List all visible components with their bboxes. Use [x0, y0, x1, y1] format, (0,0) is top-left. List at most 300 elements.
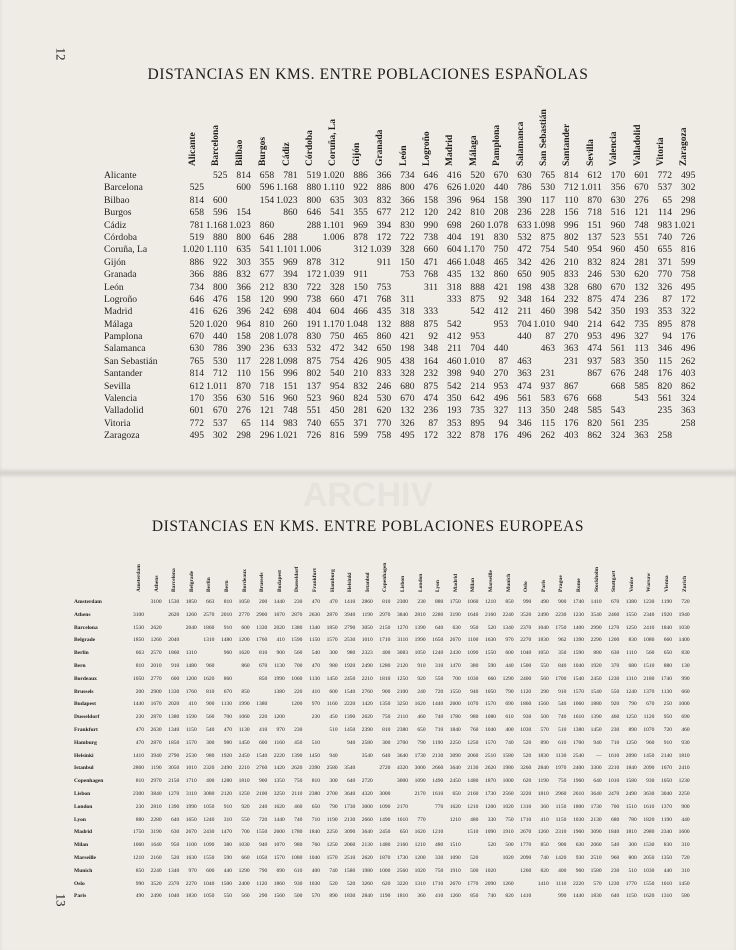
table-row	[74, 660, 714, 673]
table-cell: 600	[258, 739, 268, 746]
table-cell: 983	[283, 417, 298, 429]
table-cell: 1400	[678, 637, 690, 644]
table-row	[74, 839, 714, 852]
table-cell: 1090	[449, 854, 461, 861]
table-cell: 3520	[150, 880, 162, 887]
table-cell: 1670	[150, 701, 162, 708]
table-cell: 232	[564, 293, 579, 305]
table-cell: 1.078	[276, 331, 298, 343]
table-cell: 738	[423, 231, 438, 243]
table-cell: 2560	[502, 790, 514, 797]
table-cell: 1530	[643, 842, 655, 849]
table-cell: 670	[610, 599, 620, 605]
table-cell: 940	[470, 368, 485, 380]
table-cell: 620	[382, 880, 391, 887]
table-cell: 550	[610, 688, 620, 695]
column-header: Zurich	[681, 575, 688, 592]
table-cell: 117	[236, 355, 251, 367]
table-cell: 1190	[326, 816, 338, 823]
table-cell: 130	[681, 662, 690, 669]
row-label: Copenhagen	[74, 778, 104, 785]
table-cell: 1450	[678, 880, 690, 887]
table-cell: 753	[376, 281, 392, 293]
table-cell: 236	[634, 293, 649, 305]
table-cell: 2490	[361, 662, 373, 669]
table-cell: 470	[311, 662, 320, 669]
table-cell: 350	[634, 355, 649, 367]
table-cell: 87	[498, 355, 509, 367]
table-cell: 768	[376, 293, 392, 305]
table-cell: 2840	[537, 765, 549, 772]
table-cell: 772	[189, 417, 204, 429]
table-cell: 353	[447, 417, 462, 429]
table-cell: 1830	[590, 893, 602, 900]
table-cell: 3090	[449, 752, 461, 759]
table-cell: 1580	[502, 752, 514, 759]
column-header: Stockholm	[593, 566, 600, 592]
table-cell: 890	[540, 739, 549, 746]
row-label: Paris	[74, 893, 87, 900]
table-cell: 1920	[590, 662, 602, 669]
table-cell: 230	[135, 803, 144, 810]
table-cell: 3540	[361, 752, 373, 759]
table-row	[74, 814, 714, 827]
table-cell: 570	[540, 726, 549, 733]
row-label: Burgos	[104, 207, 132, 219]
table-cell: 726	[681, 231, 696, 243]
table-cell: 820	[540, 867, 549, 874]
table-cell: 2400	[238, 880, 250, 887]
table-cell: 4320	[361, 790, 373, 797]
table-cell: 640	[434, 624, 444, 631]
table-cell: 416	[447, 170, 462, 181]
table-cell: 1250	[467, 739, 479, 746]
table-cell: 600	[329, 688, 338, 695]
table-cell: 440	[213, 331, 228, 343]
column-header: Coruña, La	[328, 119, 339, 166]
table-cell: 781	[283, 170, 298, 181]
table-cell: 895	[470, 417, 485, 429]
table-cell: 2900	[256, 611, 268, 618]
table-cell: 1260	[150, 637, 162, 644]
table-cell: 1560	[273, 893, 285, 900]
table-cell: 610	[558, 739, 567, 746]
table-cell: 1570	[326, 854, 338, 861]
table-cell: 596	[259, 182, 275, 194]
table-cell: 1820	[643, 816, 655, 823]
row-label: Málaga	[104, 318, 133, 330]
table-cell: 810	[206, 688, 215, 695]
table-cell: 1760	[185, 688, 197, 695]
table-cell: 3250	[397, 701, 408, 708]
table-cell: 1650	[432, 637, 444, 644]
column-header: Burgos	[258, 136, 269, 166]
table-cell: 1.023	[276, 194, 298, 206]
table-cell: 87	[428, 417, 438, 429]
row-label: Dusseldorf	[74, 714, 100, 721]
table-cell: 132	[376, 318, 392, 330]
table-cell: 1230	[608, 675, 620, 682]
table-row	[74, 596, 714, 609]
table-row	[104, 182, 704, 194]
table-cell: 540	[564, 244, 579, 256]
table-cell: 230	[417, 599, 426, 605]
table-cell: 610	[294, 867, 303, 874]
table-cell: 1130	[661, 688, 672, 695]
table-cell: 830	[493, 231, 509, 243]
table-row	[74, 788, 714, 801]
table-cell: 824	[610, 256, 626, 268]
table-cell: 1190	[362, 611, 373, 618]
table-cell: 800	[306, 194, 321, 206]
table-cell: 2990	[590, 624, 602, 631]
column-header: Logroño	[422, 131, 432, 166]
table-cell: 758	[681, 269, 696, 281]
table-cell: 650	[517, 269, 532, 281]
row-label: Valencia	[104, 393, 138, 405]
table-cell: 600	[241, 624, 250, 631]
row-label: Madrid	[104, 306, 133, 318]
table-cell: 940	[346, 739, 356, 746]
table-cell: 1.101	[276, 244, 298, 256]
table-cell: 604	[447, 244, 462, 256]
table-cell: 3190	[449, 611, 461, 618]
table-cell: 235	[657, 405, 672, 417]
table-cell: 832	[236, 269, 251, 281]
table-cell: 490	[540, 599, 549, 605]
table-cell: 814	[189, 194, 204, 206]
table-cell: 690	[276, 867, 285, 874]
table-cell: 1260	[449, 893, 461, 900]
table-cell: 1640	[467, 611, 479, 618]
table-cell: 1200	[414, 854, 426, 861]
table-cell: 630	[610, 194, 626, 206]
table-cell: 421	[493, 281, 509, 293]
table-cell: 980	[294, 842, 303, 849]
table-cell: 1120	[643, 714, 655, 721]
table-cell: 371	[657, 256, 672, 268]
table-cell: 561	[657, 393, 672, 405]
table-cell: 2450	[344, 675, 356, 682]
table-cell: 599	[353, 430, 368, 442]
table-cell: 2010	[150, 662, 162, 669]
table-cell: 726	[306, 430, 321, 442]
row-label: Valladolid	[104, 405, 144, 417]
table-cell: 561	[610, 343, 626, 355]
table-cell: 996	[283, 368, 298, 380]
table-cell: 65	[662, 194, 672, 206]
table-cell: 115	[657, 355, 672, 367]
table-cell: 117	[540, 194, 555, 206]
table-row	[104, 282, 704, 294]
table-cell: 326	[657, 281, 672, 293]
table-cell: 1710	[185, 778, 197, 785]
table-cell: 1200	[185, 675, 197, 682]
column-header: Budapest	[276, 569, 283, 592]
table-cell: 650	[399, 829, 408, 836]
table-cell: 298	[681, 194, 696, 206]
table-cell: 630	[189, 343, 204, 355]
table-cell: 920	[417, 675, 426, 682]
table-cell: 1960	[573, 829, 584, 836]
table-cell: 900	[206, 701, 215, 708]
table-cell: 860	[259, 219, 275, 231]
table-cell: 2870	[150, 714, 162, 721]
row-label: Vitoria	[104, 417, 131, 429]
table-cell: 601	[189, 405, 204, 417]
table-cell: 772	[657, 170, 672, 181]
table-cell: 886	[213, 269, 228, 281]
table-cell: 363	[517, 368, 532, 380]
table-cell: 1310	[625, 675, 637, 682]
table-cell: 232	[423, 368, 438, 380]
table-cell: 440	[681, 816, 690, 823]
table-cell: 1410	[133, 752, 144, 759]
table-cell: 1030	[238, 842, 250, 849]
table-cell: 520	[170, 854, 180, 861]
table-cell: 690	[505, 701, 514, 708]
table-cell: 1240	[203, 816, 215, 823]
table-cell: 1230	[608, 880, 620, 887]
table-cell: 426	[540, 256, 555, 268]
table-cell: 1190	[379, 893, 391, 900]
table-cell: 350	[610, 306, 626, 318]
table-cell: 480	[434, 842, 444, 849]
table-cell: 328	[400, 244, 415, 256]
table-cell: 610	[505, 714, 514, 721]
column-header: Zaragoza	[679, 127, 690, 166]
table-cell: 2810	[150, 803, 162, 810]
table-cell: 296	[259, 430, 275, 442]
table-cell: 1120	[256, 880, 268, 887]
table-cell: 230	[294, 599, 303, 605]
table-cell: 1470	[449, 662, 461, 669]
table-cell: 1280	[221, 778, 232, 785]
table-cell: 658	[259, 170, 275, 181]
table-cell: 585	[634, 380, 649, 392]
table-cell: 214	[470, 380, 485, 392]
table-cell: 1160	[274, 739, 285, 746]
table-cell: 1540	[590, 688, 602, 695]
table-cell: 537	[213, 417, 228, 429]
table-cell: 962	[558, 637, 567, 644]
table-row	[74, 801, 714, 814]
table-row	[74, 852, 714, 865]
table-cell: 1570	[185, 739, 197, 746]
table-cell: 676	[610, 368, 626, 380]
table-cell: 2120	[397, 662, 408, 669]
table-cell: 1990	[273, 675, 285, 682]
table-cell: 1810	[238, 778, 250, 785]
table-cell: 740	[540, 854, 549, 861]
table-cell: 700	[241, 829, 250, 836]
table-cell: 470	[135, 726, 144, 733]
row-label: Zaragoza	[104, 430, 140, 442]
table-cell: 520	[487, 624, 496, 631]
bottom-page	[0, 474, 736, 950]
table-cell: 2060	[590, 842, 602, 849]
table-cell: 880	[593, 650, 602, 657]
table-cell: 1.020	[205, 318, 228, 330]
table-cell: 1250	[625, 714, 637, 721]
table-cell: 1480	[185, 662, 197, 669]
table-cell: 1.048	[463, 256, 485, 268]
row-label: Barcelona	[104, 182, 143, 194]
table-cell: 1250	[238, 790, 250, 797]
table-cell: 3260	[361, 880, 373, 887]
table-cell: 820	[587, 417, 602, 429]
table-cell: 816	[330, 430, 345, 442]
table-cell: 640	[382, 752, 391, 759]
column-header: Córdoba	[305, 130, 315, 166]
table-cell: 880	[663, 662, 672, 669]
table-cell: 867	[564, 380, 579, 392]
table-cell: 990	[135, 880, 144, 887]
table-cell: 758	[376, 430, 392, 442]
table-cell: 790	[417, 739, 426, 746]
table-cell: 770	[657, 269, 672, 281]
column-header: San Sebastián	[539, 109, 549, 166]
table-cell: 880	[213, 231, 228, 243]
table-cell: 176	[564, 417, 579, 429]
table-cell: 2660	[361, 816, 373, 823]
table-cell: 156	[259, 368, 275, 380]
table-cell: 920	[610, 701, 620, 708]
table-cell: 626	[213, 306, 228, 318]
table-cell: 824	[353, 393, 368, 405]
table-cell: 400	[505, 726, 514, 733]
table-cell: 410	[434, 893, 444, 900]
table-cell: 1490	[379, 816, 391, 823]
table-cell: 1240	[432, 650, 444, 657]
table-cell: 2020	[168, 701, 180, 708]
table-cell: 1200	[485, 803, 496, 810]
table-row	[74, 634, 714, 647]
table-cell: 1130	[274, 662, 285, 669]
table-cell: 753	[400, 269, 415, 281]
table-cell: 850	[241, 688, 250, 695]
table-cell: 476	[213, 293, 228, 305]
column-header: Bordeaux	[241, 569, 248, 592]
table-cell: 1770	[467, 880, 479, 887]
table-cell: 1390	[344, 714, 356, 721]
table-row	[74, 737, 714, 750]
table-cell: 1550	[203, 854, 215, 861]
table-cell: 231	[540, 368, 555, 380]
table-cell: 3840	[397, 611, 408, 618]
table-cell: 2270	[185, 880, 197, 887]
table-cell: 172	[681, 293, 696, 305]
table-cell: 2530	[344, 637, 356, 644]
table-cell: 833	[564, 269, 579, 281]
table-cell: 1340	[309, 624, 320, 631]
table-cell: 2900	[150, 688, 162, 695]
column-header: Cádiz	[281, 142, 292, 166]
table-cell: 87	[662, 293, 672, 305]
table-cell: 1800	[573, 803, 584, 810]
table-cell: 750	[382, 714, 391, 721]
table-cell: 814	[564, 170, 579, 181]
table-cell: 519	[189, 231, 204, 243]
table-cell: 2250	[326, 829, 338, 836]
table-cell: 840	[558, 662, 567, 669]
row-label: Marseille	[74, 854, 96, 861]
table-cell: 92	[428, 331, 438, 343]
table-cell: 600	[505, 650, 514, 657]
table-cell: 570	[311, 893, 320, 900]
table-cell: 3520	[520, 611, 532, 618]
table-cell: 1020	[502, 803, 514, 810]
table-cell: 154	[259, 194, 275, 206]
table-cell: 690	[681, 714, 690, 721]
table-cell: 960	[206, 662, 215, 669]
table-cell: 1860	[203, 624, 215, 631]
table-cell: 1510	[625, 803, 637, 810]
table-cell: 740	[558, 714, 567, 721]
table-cell: 300	[628, 842, 637, 849]
table-cell: 262	[681, 355, 696, 367]
table-cell: 1500	[221, 880, 232, 887]
table-cell: 542	[447, 380, 462, 392]
table-cell: 1570	[326, 637, 338, 644]
table-cell: 786	[517, 182, 532, 194]
table-cell: 700	[223, 714, 232, 721]
table-cell: 330	[434, 854, 444, 861]
table-cell: 1810	[537, 790, 549, 797]
table-cell: 1630	[485, 637, 496, 644]
table-cell: 790	[505, 688, 514, 695]
row-label: Helsinki	[74, 752, 94, 759]
table-cell: 520	[346, 880, 356, 887]
table-cell: 816	[681, 244, 696, 256]
table-cell: 1410	[590, 599, 602, 605]
table-cell: 1090	[467, 650, 479, 657]
table-cell: 2630	[150, 726, 162, 733]
table-cell: 230	[311, 714, 320, 721]
table-cell: 990	[681, 675, 690, 682]
table-cell: 151	[283, 380, 298, 392]
table-cell: 878	[470, 430, 485, 442]
table-cell: 630	[170, 829, 180, 836]
table-cell: 810	[382, 599, 391, 605]
column-header: Barcelona	[211, 125, 222, 166]
table-cell: 1610	[643, 803, 655, 810]
table-cell: 300	[329, 778, 338, 785]
table-cell: 440	[663, 867, 672, 874]
table-cell: 910	[223, 624, 232, 631]
table-cell: 1030	[573, 816, 584, 823]
table-cell: 495	[400, 430, 415, 442]
table-cell: 198	[517, 281, 532, 293]
table-cell: 750	[505, 816, 514, 823]
table-cell: 800	[628, 854, 637, 861]
table-cell: 2620	[291, 765, 303, 772]
table-cell: 599	[681, 256, 696, 268]
table-cell: 356	[213, 393, 228, 405]
table-cell: 2160	[150, 854, 162, 861]
table-cell: 886	[353, 170, 368, 181]
table-cell: 1000	[379, 867, 391, 874]
table-cell: 1060	[467, 599, 479, 605]
table-cell: 2760	[256, 765, 268, 772]
table-row	[104, 257, 704, 269]
table-cell: 1040	[520, 650, 532, 657]
table-cell: 450	[634, 244, 649, 256]
table-cell: 540	[311, 650, 320, 657]
column-header: Sevilla	[585, 139, 596, 166]
table-cell: 1650	[185, 816, 197, 823]
table-cell: 640	[346, 778, 356, 785]
